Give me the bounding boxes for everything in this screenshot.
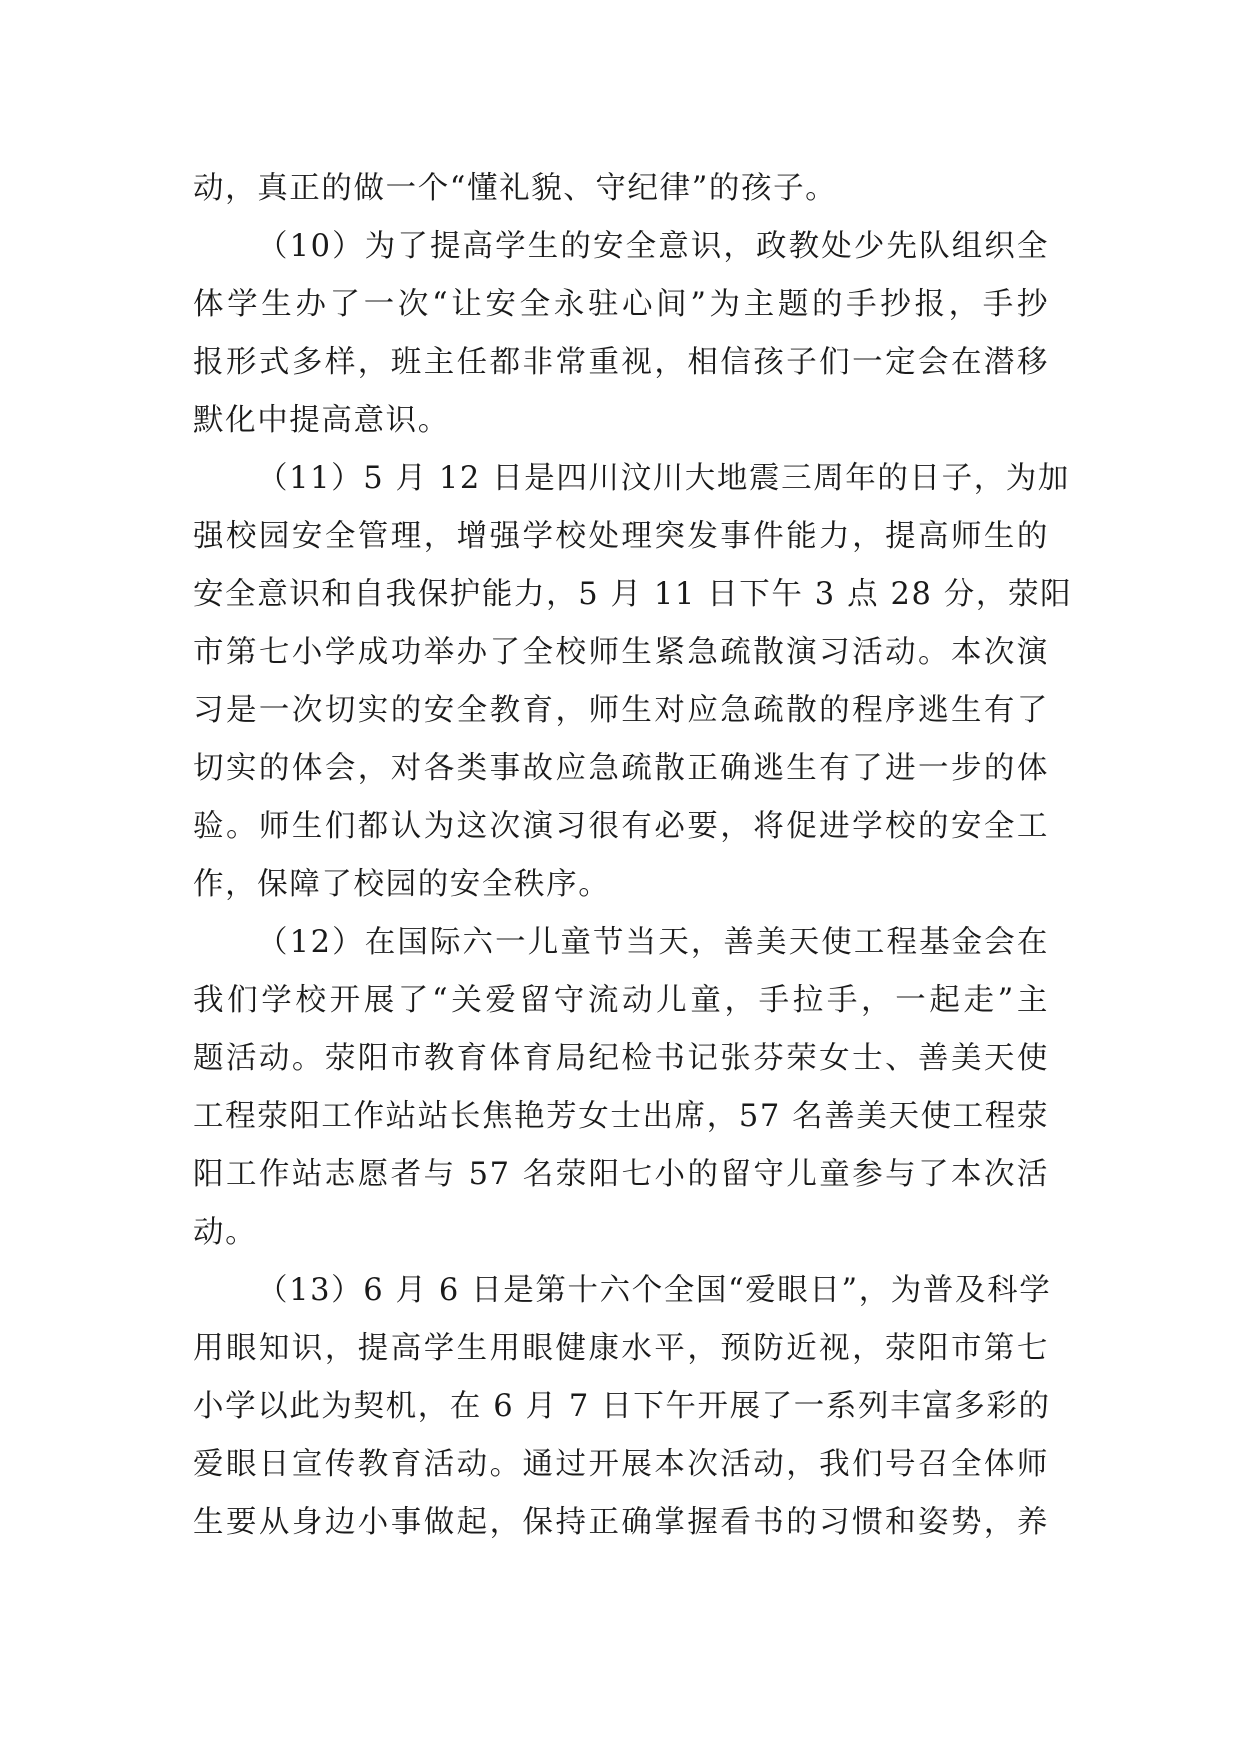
- text-line: （10）为了提高学生的安全意识，政教处少先队组织全: [257, 229, 1049, 264]
- text-line: 默化中提高意识。: [193, 403, 450, 438]
- text-line: （13）6 月 6 日是第十六个全国“爱眼日”，为普及科学: [257, 1273, 1052, 1308]
- text-line: 小学以此为契机，在 6 月 7 日下午开展了一系列丰富多彩的: [193, 1389, 1051, 1424]
- text-line: 动。: [193, 1215, 258, 1250]
- text-line: 安全意识和自我保护能力，5 月 11 日下午 3 点 28 分，荥阳: [193, 577, 1073, 612]
- text-line: 我们学校开展了“关爱留守流动儿童，手拉手，一起走”主: [193, 983, 1049, 1018]
- text-line: 爱眼日宣传教育活动。通过开展本次活动，我们号召全体师: [193, 1447, 1049, 1482]
- paragraph-p10: [193, 218, 1049, 450]
- text-line: 验。师生们都认为这次演习很有必要，将促进学校的安全工: [193, 809, 1049, 844]
- text-line: 报形式多样，班主任都非常重视，相信孩子们一定会在潜移: [193, 345, 1049, 380]
- text-line: 市第七小学成功举办了全校师生紧急疏散演习活动。本次演: [193, 635, 1049, 670]
- text-line: 作，保障了校园的安全秩序。: [193, 867, 611, 902]
- text-line: 体学生办了一次“让安全永驻心间”为主题的手抄报，手抄: [193, 287, 1049, 322]
- text-line: 阳工作站志愿者与 57 名荥阳七小的留守儿童参与了本次活: [193, 1157, 1049, 1192]
- text-line: 生要从身边小事做起，保持正确掌握看书的习惯和姿势，养: [193, 1505, 1049, 1540]
- text-line: （11）5 月 12 日是四川汶川大地震三周年的日子，为加: [257, 461, 1071, 496]
- paragraph-p13: [193, 1262, 1052, 1552]
- paragraph-p12: [193, 914, 1049, 1262]
- paragraph-p11: [193, 450, 1073, 914]
- text-line: 题活动。荥阳市教育体育局纪检书记张芬荣女士、善美天使: [193, 1041, 1049, 1076]
- text-line: 工程荥阳工作站站长焦艳芳女士出席，57 名善美天使工程荥: [193, 1099, 1049, 1134]
- body-text: [193, 160, 1073, 1552]
- text-line: 用眼知识，提高学生用眼健康水平，预防近视，荥阳市第七: [193, 1331, 1049, 1366]
- paragraph-p9-tail: [193, 160, 1049, 218]
- text-line: （12）在国际六一儿童节当天，善美天使工程基金会在: [257, 925, 1049, 960]
- text-line: 切实的体会，对各类事故应急疏散正确逃生有了进一步的体: [193, 751, 1049, 786]
- text-line: 动，真正的做一个“懂礼貌、守纪律”的孩子。: [193, 171, 838, 206]
- text-line: 习是一次切实的安全教育，师生对应急疏散的程序逃生有了: [193, 693, 1049, 728]
- text-line: 强校园安全管理，增强学校处理突发事件能力，提高师生的: [193, 519, 1049, 554]
